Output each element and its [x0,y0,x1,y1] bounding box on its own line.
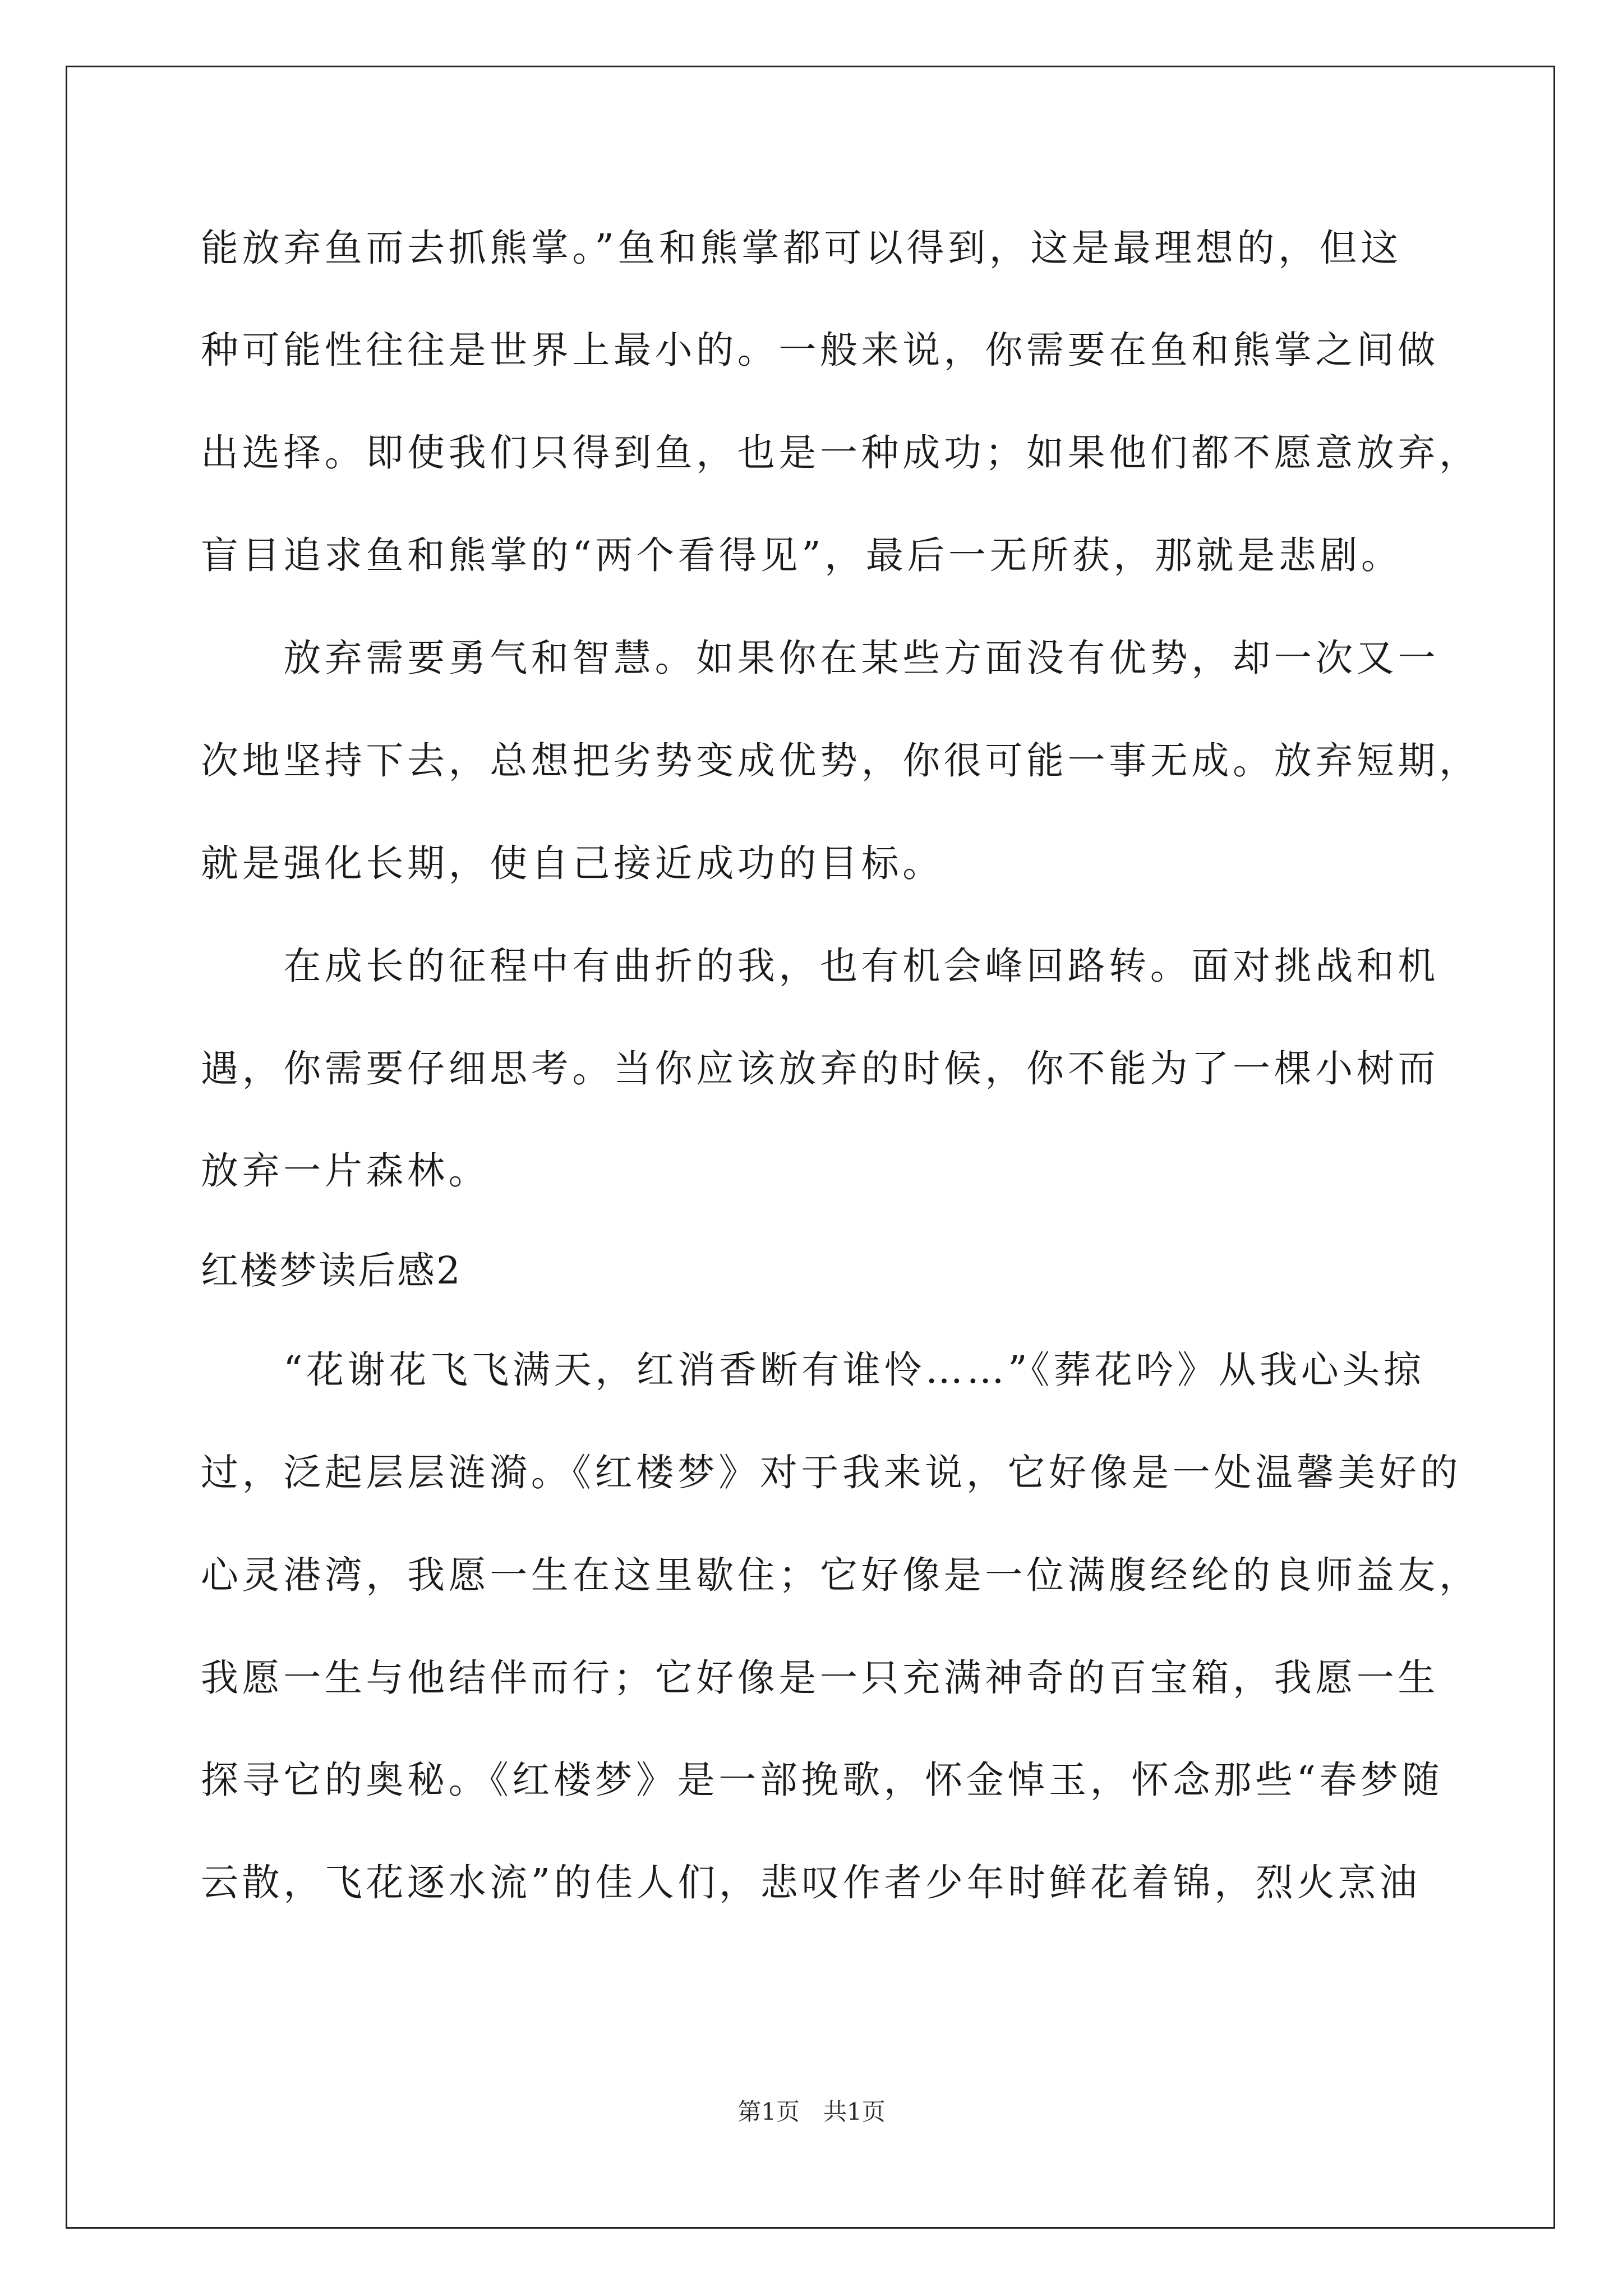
page-footer: 第1页 共1页 [737,2098,886,2125]
text-line: 就是强化长期，使自己接近成功的目标。 [201,841,944,885]
text-line: 种可能性往往是世界上最小的。一般来说，你需要在鱼和熊掌之间做 [201,328,1439,372]
text-line: 放弃一片森林。 [201,1149,490,1193]
text-line: 放弃需要勇气和智慧。如果你在某些方面没有优势，却一次又一 [201,636,1439,680]
text-line: 盲目追求鱼和熊掌的“两个看得见”，最后一无所获，那就是悲剧。 [201,533,1403,577]
text-line: 在成长的征程中有曲折的我，也有机会峰回路转。面对挑战和机 [201,944,1439,988]
section-heading: 红楼梦读后感2 [201,1249,462,1292]
text-line: 能放弃鱼而去抓熊掌。”鱼和熊掌都可以得到，这是最理想的，但这 [201,226,1402,270]
text-line: 次地坚持下去，总想把劣势变成优势，你很可能一事无成。放弃短期， [201,739,1481,783]
text-line: 过，泛起层层涟漪。《红楼梦》对于我来说，它好像是一处温馨美好的 [201,1451,1462,1494]
text-line: 探寻它的奥秘。《红楼梦》是一部挽歌，怀金悼玉，怀念那些“春梦随 [201,1758,1444,1802]
text-line: 出选择。即使我们只得到鱼，也是一种成功；如果他们都不愿意放弃， [201,431,1481,475]
text-line: 我愿一生与他结伴而行；它好像是一只充满神奇的百宝箱，我愿一生 [201,1656,1439,1700]
text-line: “花谢花飞飞满天，红消香断有谁怜……”《葬花吟》从我心头掠 [201,1348,1425,1392]
text-line: 云散，飞花逐水流”的佳人们，悲叹作者少年时鲜花着锦，烈火烹油 [201,1861,1421,1904]
text-line: 心灵港湾，我愿一生在这里歇住；它好像是一位满腹经纶的良师益友， [201,1553,1481,1597]
text-line: 遇，你需要仔细思考。当你应该放弃的时候，你不能为了一棵小树而 [201,1047,1439,1091]
